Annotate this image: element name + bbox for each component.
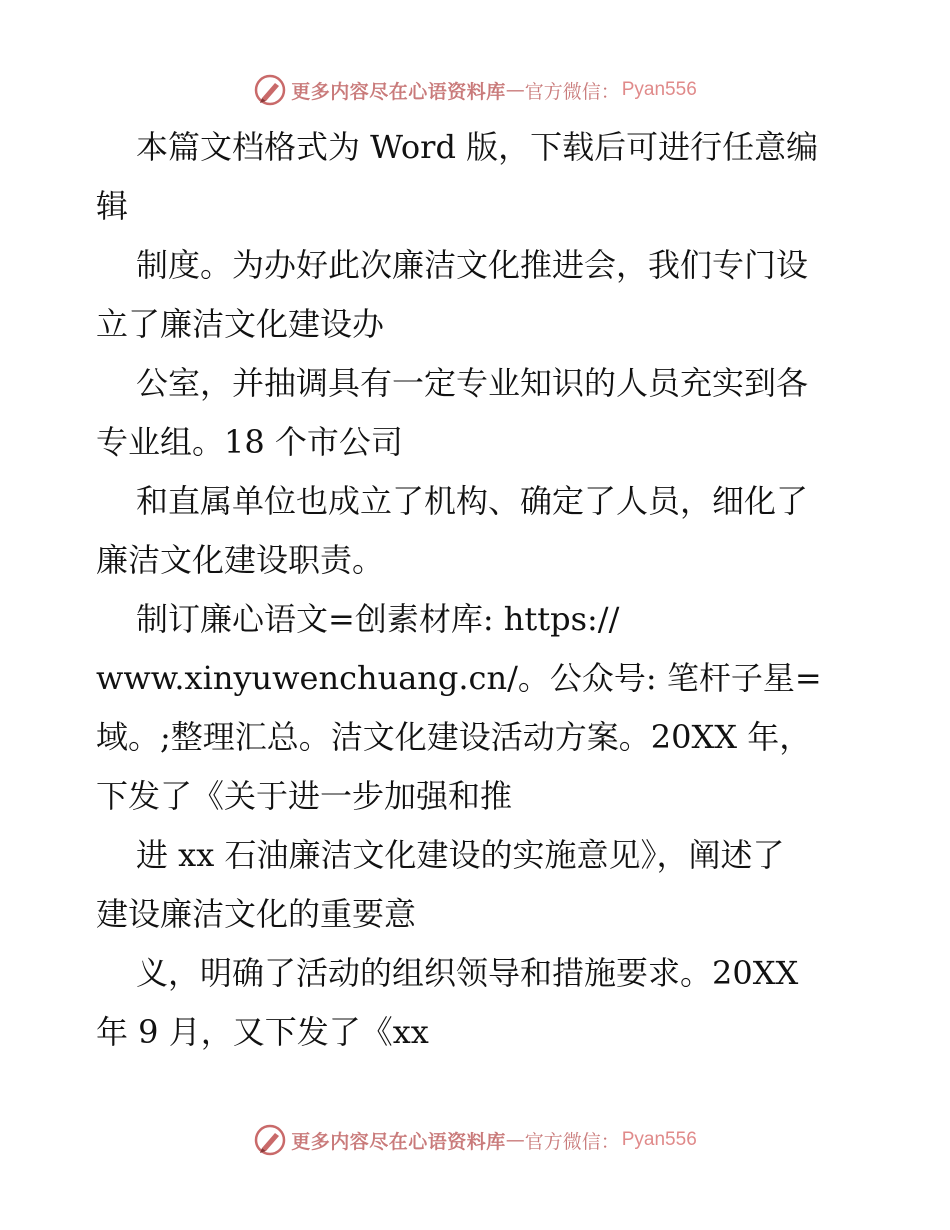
text-line: 制订廉心语文=创素材库: https:// <box>136 600 620 638</box>
banner-official-label: 官方微信： <box>524 1130 620 1153</box>
banner-wechat-id: Pyan556 <box>621 79 697 100</box>
text-line: 专业组。18 个市公司 <box>96 423 403 461</box>
text-line: 下发了《关于进一步加强和推 <box>96 777 513 815</box>
text-line: 义，明确了活动的组织领导和措施要求。20XX <box>136 954 799 992</box>
text-line: www.xinyuwenchuang.cn/。公众号: 笔杆子星= <box>96 659 822 697</box>
text-line: 立了廉洁文化建设办 <box>96 305 385 343</box>
banner-dash: — <box>505 79 525 101</box>
banner-main-text: 更多内容尽在心语资料库 <box>291 1130 506 1153</box>
text-line: 年 9 月，又下发了《xx <box>96 1013 429 1051</box>
text-line: 建设廉洁文化的重要意 <box>96 895 417 933</box>
document-body <box>96 118 856 1062</box>
banner-dash: — <box>505 1129 525 1151</box>
text-line: 制度。为办好此次廉洁文化推进会，我们专门设 <box>136 246 809 284</box>
text-line: 域。;整理汇总。洁文化建设活动方案。20XX 年， <box>96 718 812 756</box>
text-line: 公室，并抽调具有一定专业知识的人员充实到各 <box>136 364 809 402</box>
text-line: 进 xx 石油廉洁文化建设的实施意见》，阐述了 <box>136 836 785 874</box>
pen-logo-icon <box>253 1123 287 1157</box>
text-line: 本篇文档格式为 Word 版，下载后可进行任意编 <box>136 128 819 166</box>
pen-logo-icon <box>253 73 287 107</box>
banner-official-label: 官方微信： <box>524 80 620 103</box>
text-line: 廉洁文化建设职责。 <box>96 541 385 579</box>
text-line: 辑 <box>96 187 129 225</box>
text-line: 和直属单位也成立了机构、确定了人员，细化了 <box>136 482 809 520</box>
banner-main-text: 更多内容尽在心语资料库 <box>291 80 506 103</box>
header-watermark <box>0 70 950 110</box>
banner-wechat-id: Pyan556 <box>621 1129 697 1150</box>
footer-watermark <box>0 1120 950 1160</box>
